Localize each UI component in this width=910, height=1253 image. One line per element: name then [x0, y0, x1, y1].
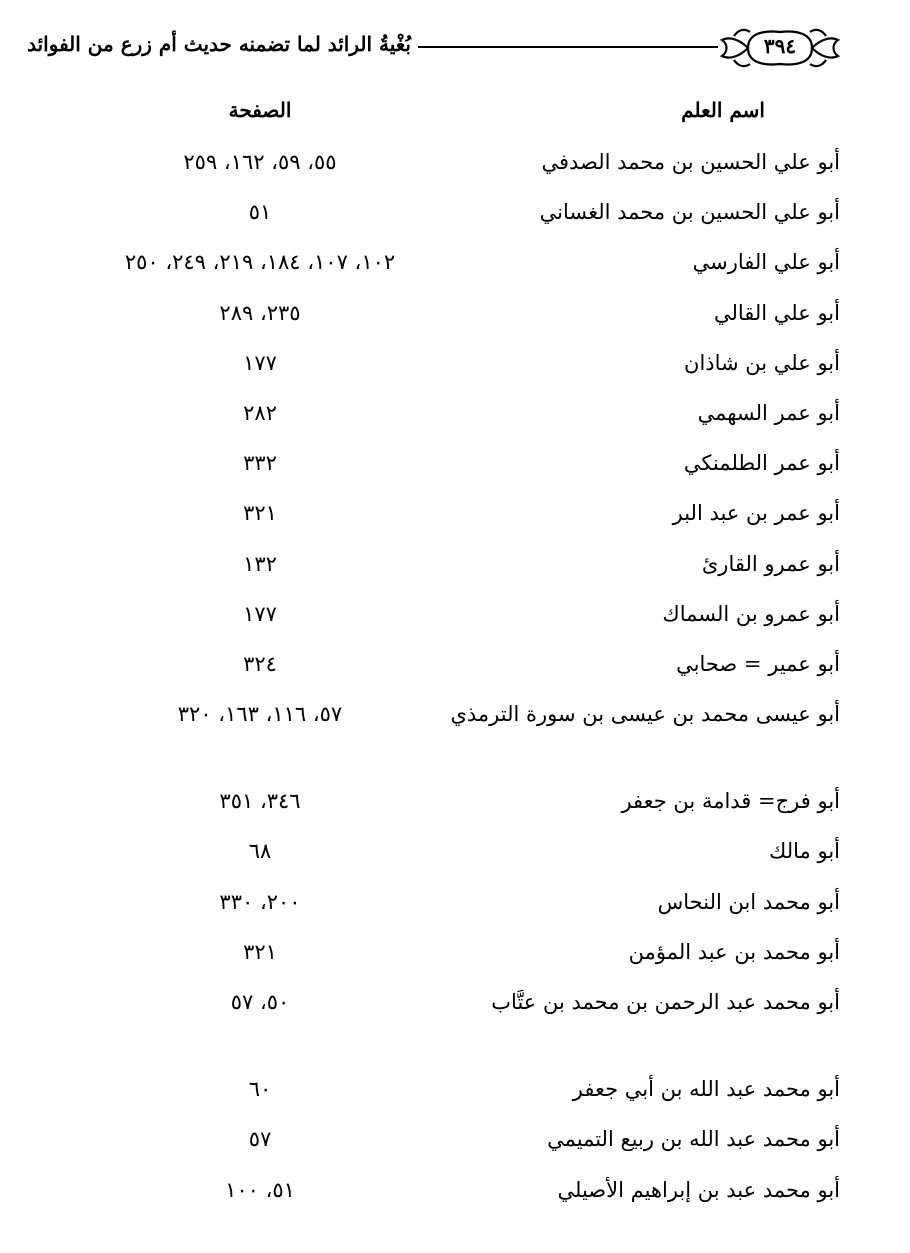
- entry-pages: ٥٧، ١١٦، ١٦٣، ٣٢٠: [177, 702, 343, 727]
- entry-pages: ٣٢١: [243, 501, 277, 526]
- entry-name: أبو محمد عبد الله بن أبي جعفر: [572, 1077, 840, 1102]
- entry-name: أبو مالك: [769, 839, 840, 864]
- table-row: [0, 694, 910, 744]
- table-row: [0, 644, 910, 694]
- page-number: ٣٩٤: [763, 34, 797, 58]
- table-row: [0, 493, 910, 543]
- entry-pages: ١٧٧: [243, 350, 277, 375]
- table-row: [0, 1069, 910, 1119]
- table-row: [0, 594, 910, 644]
- group-spacer: [0, 1032, 910, 1069]
- table-row: [0, 192, 910, 242]
- entry-pages: ٣٢٤: [243, 651, 277, 676]
- entry-name: أبو عيسى محمد بن عيسى بن سورة الترمذي: [450, 702, 840, 727]
- table-row: [0, 242, 910, 292]
- table-row: [0, 443, 910, 493]
- index-table: [0, 98, 910, 1220]
- table-row: [0, 932, 910, 982]
- column-header-pages: الصفحة: [228, 98, 292, 122]
- table-row: [0, 982, 910, 1032]
- entry-name: أبو علي الفارسي: [692, 250, 840, 275]
- table-row: [0, 882, 910, 932]
- table-row: [0, 781, 910, 831]
- entry-group-3: [0, 1069, 910, 1220]
- entry-pages: ١٣٢: [243, 551, 277, 576]
- entry-group-1: [0, 142, 910, 744]
- entry-name: أبو محمد عبد بن إبراهيم الأصيلي: [557, 1177, 840, 1202]
- entry-name: أبو علي بن شاذان: [684, 350, 840, 375]
- table-row: [0, 343, 910, 393]
- entry-name: أبو عمرو القارئ: [701, 551, 840, 576]
- entry-pages: ٥٧: [248, 1127, 272, 1152]
- entry-name: أبو عمير = صحابي: [676, 651, 840, 676]
- entry-name: أبو محمد عبد الله بن ربيع التميمي: [547, 1127, 840, 1152]
- running-title: بُغْيةُ الرائد لما تضمنه حديث أم زرع من الفوائد: [27, 32, 411, 56]
- entry-pages: ٢٣٥، ٢٨٩: [219, 300, 301, 325]
- entry-name: أبو عمر السهمي: [697, 400, 840, 425]
- entry-pages: ٢٨٢: [243, 400, 277, 425]
- table-header-row: [0, 98, 910, 142]
- entry-pages: ٦٨: [248, 839, 272, 864]
- entry-name: أبو محمد ابن النحاس: [657, 889, 840, 914]
- table-row: [0, 831, 910, 881]
- entry-pages: ١٧٧: [243, 601, 277, 626]
- entry-pages: ٥١: [248, 200, 272, 225]
- entry-pages: ٦٠: [248, 1077, 272, 1102]
- entry-name: أبو علي الحسين بن محمد الغساني: [539, 200, 840, 225]
- entry-pages: ٥١، ١٠٠: [225, 1177, 295, 1202]
- header-rule: [418, 46, 718, 48]
- table-row: [0, 293, 910, 343]
- entry-pages: ٥٥، ٥٩، ١٦٢، ٢٥٩: [183, 150, 337, 174]
- entry-name: أبو عمر الطلمنكي: [683, 451, 840, 476]
- entry-pages: ٣٣٢: [243, 451, 277, 476]
- entry-name: أبو محمد بن عبد المؤمن: [628, 939, 840, 964]
- table-row: [0, 1119, 910, 1169]
- entry-pages: ٣٢١: [243, 939, 277, 964]
- entry-name: أبو علي القالي: [713, 300, 840, 325]
- entry-name: أبو علي الحسين بن محمد الصدفي: [541, 150, 840, 174]
- entry-pages: ٢٠٠، ٣٣٠: [219, 889, 301, 914]
- table-row: [0, 544, 910, 594]
- group-spacer: [0, 744, 910, 781]
- entry-group-2: [0, 781, 910, 1032]
- column-header-name: اسم العلم: [681, 98, 765, 122]
- page-header: [0, 22, 910, 78]
- entry-pages: ٣٤٦، ٣٥١: [219, 789, 301, 814]
- entry-pages: ١٠٢، ١٠٧، ١٨٤، ٢١٩، ٢٤٩، ٢٥٠: [124, 250, 396, 275]
- table-row: [0, 142, 910, 192]
- entry-pages: ٥٠، ٥٧: [230, 990, 290, 1014]
- table-row: [0, 1170, 910, 1220]
- entry-name: أبو فرج= قدامة بن جعفر: [621, 789, 840, 814]
- table-row: [0, 393, 910, 443]
- entry-name: أبو عمر بن عبد البر: [672, 501, 840, 526]
- entry-name: أبو عمرو بن السماك: [662, 601, 840, 626]
- entry-name: أبو محمد عبد الرحمن بن محمد بن عتَّاب: [491, 990, 840, 1014]
